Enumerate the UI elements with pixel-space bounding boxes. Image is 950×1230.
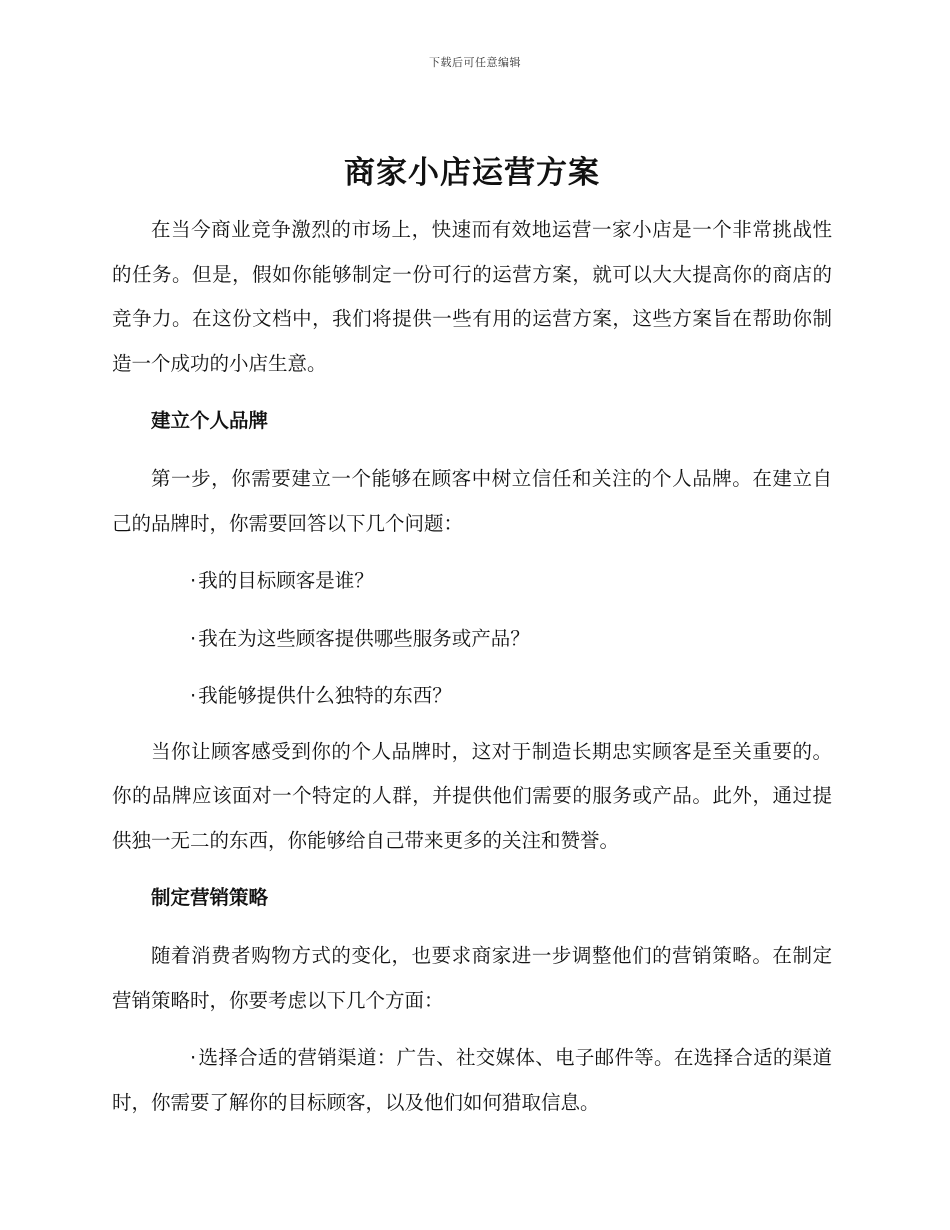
section-heading-brand: 建立个人品牌	[151, 409, 269, 432]
brand-paragraph-2: 当你让顾客感受到你的个人品牌时，这对于制造长期忠实顾客是至关重要的。你的品牌应该面对一个特定的人群，并提供他们需要的服务或产品。此外，通过提供独一无二的东西，你能够给自己带来更多的关注和赞誉。	[112, 739, 832, 852]
header-note: 下载后可任意编辑	[429, 56, 521, 69]
bullet-dot: ·	[190, 626, 197, 650]
bullet-dot: ·	[190, 684, 197, 707]
bullet-item	[112, 1036, 832, 1125]
bullet-item	[112, 617, 832, 662]
marketing-paragraph-1: 随着消费者购物方式的变化，也要求商家进一步调整他们的营销策略。在制定营销策略时，你要考虑以下几个方面：	[112, 944, 832, 1012]
intro-paragraph: 在当今商业竞争激烈的市场上，快速而有效地运营一家小店是一个非常挑战性的任务。但是，假如你能够制定一份可行的运营方案，就可以大大提高你的商店的竞争力。在这份文档中，我们将提供一些有用的运营方案，这些方案旨在帮助你制造一个成功的小店生意。	[112, 218, 832, 375]
brand-paragraph-1: 第一步，你需要建立一个能够在顾客中树立信任和关注的个人品牌。在建立自己的品牌时，你需要回答以下几个问题：	[112, 467, 832, 535]
section-heading-marketing: 制定营销策略	[151, 886, 269, 909]
bullet-dot: ·	[190, 569, 197, 592]
bullet-dot: ·	[190, 1046, 197, 1069]
bullet-item	[112, 674, 832, 719]
bullet-item	[112, 559, 832, 604]
document-body	[112, 148, 832, 1125]
bullet-text: 我在为这些顾客提供哪些服务或产品？	[198, 626, 530, 650]
bullet-text: 我的目标顾客是谁？	[198, 569, 374, 592]
bullet-text: 我能够提供什么独特的东西？	[198, 684, 452, 707]
bullet-text: 选择合适的营销渠道：广告、社交媒体、电子邮件等。在选择合适的渠道时，你需要了解你的目标顾客，以及他们如何猎取信息。	[112, 1046, 832, 1114]
document-title: 商家小店运营方案	[344, 155, 600, 191]
